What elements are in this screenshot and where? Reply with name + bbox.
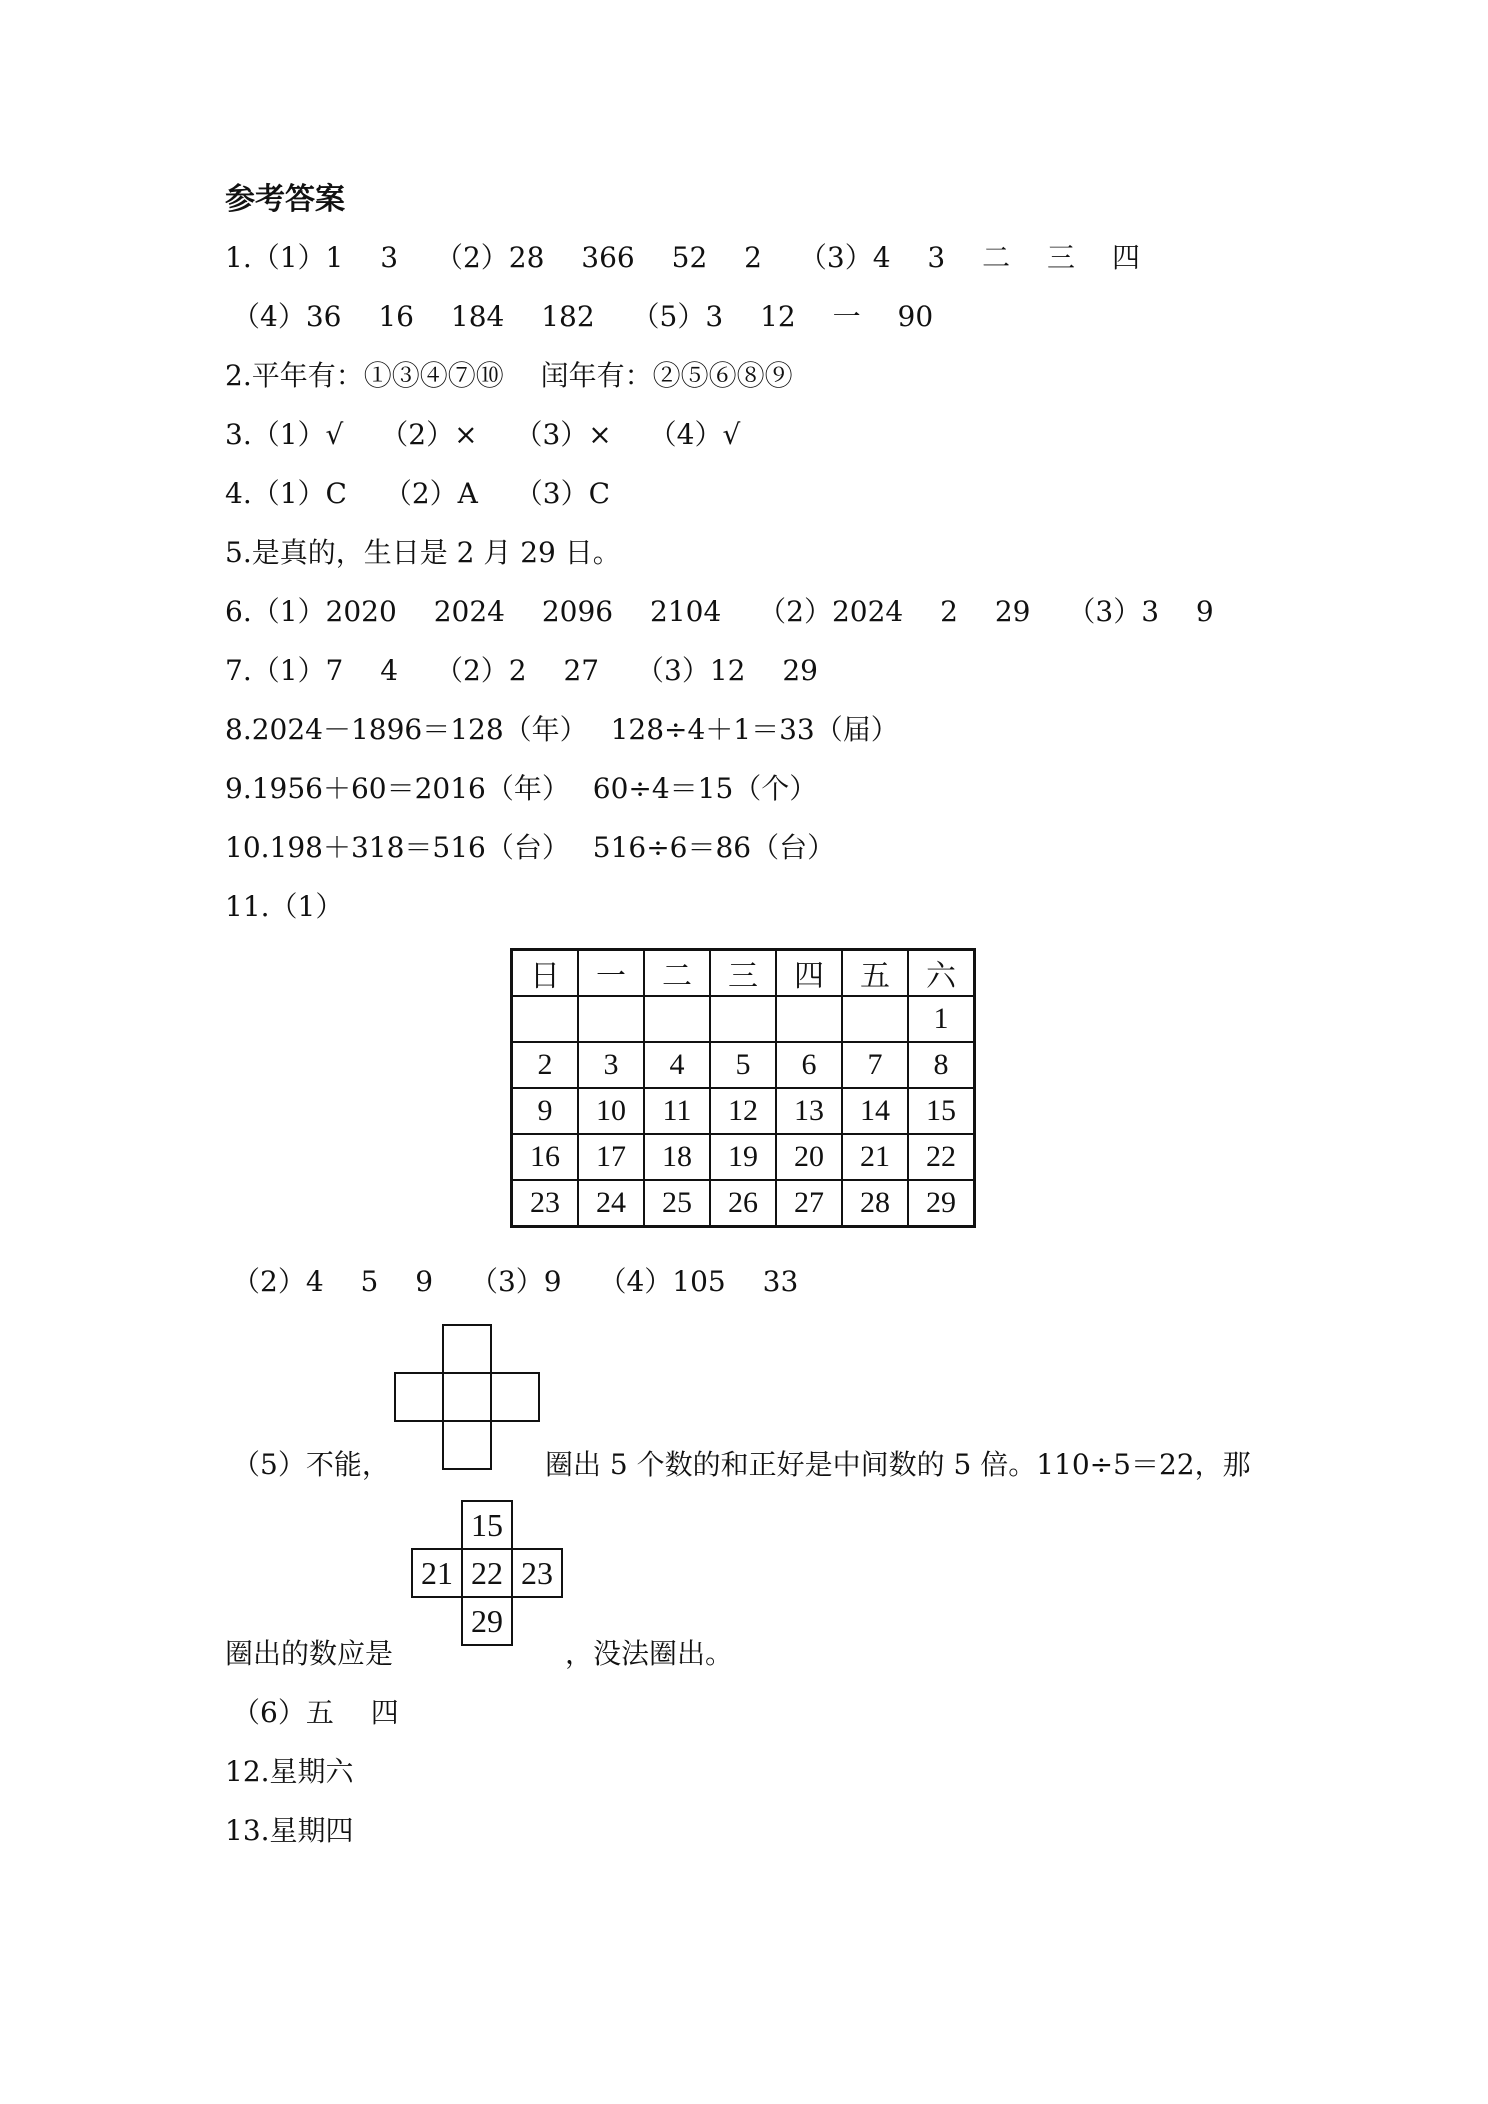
calendar-cell: 2 [512, 1042, 579, 1088]
calendar-header-row [512, 950, 975, 997]
calendar-cell: 29 [908, 1180, 975, 1227]
calendar-cell: 10 [578, 1088, 644, 1134]
calendar-cell: 25 [644, 1180, 710, 1227]
answer-8: 8.2024－1896＝128（年） 128÷4＋1＝33（届） [225, 713, 899, 746]
calendar-cell [578, 996, 644, 1042]
calendar-header: 三 [710, 950, 776, 997]
answer-1: 1.（1）1 3 （2）28 366 52 2 （3）4 3 二 三 四 [225, 241, 1140, 274]
calendar-cell: 7 [842, 1042, 908, 1088]
calendar-row [512, 996, 975, 1042]
calendar-cell: 4 [644, 1042, 710, 1088]
calendar-cell: 12 [710, 1088, 776, 1134]
calendar-cell [842, 996, 908, 1042]
calendar-cell: 1 [908, 996, 975, 1042]
calendar-header: 五 [842, 950, 908, 997]
calendar-row [512, 1134, 975, 1180]
calendar-cell: 14 [842, 1088, 908, 1134]
calendar-cell: 27 [776, 1180, 842, 1227]
calendar-header: 四 [776, 950, 842, 997]
cross-number-right: 23 [511, 1548, 563, 1598]
calendar-header: 六 [908, 950, 975, 997]
answer-11-1: 11.（1） [225, 890, 344, 923]
calendar-cell: 15 [908, 1088, 975, 1134]
calendar-cell: 6 [776, 1042, 842, 1088]
answer-9: 9.1956＋60＝2016（年） 60÷4＝15（个） [225, 772, 818, 805]
calendar-cell [644, 996, 710, 1042]
calendar-row [512, 1042, 975, 1088]
answer-5: 5.是真的，生日是 2 月 29 日。 [225, 536, 621, 569]
calendar-row [512, 1180, 975, 1227]
answer-2: 2.平年有：①③④⑦⑩ 闰年有：②⑤⑥⑧⑨ [225, 359, 793, 392]
calendar-table [510, 948, 976, 1228]
calendar-cell: 16 [512, 1134, 579, 1180]
calendar-header: 日 [512, 950, 579, 997]
calendar-row [512, 1088, 975, 1134]
calendar-cell [776, 996, 842, 1042]
cross-number-center: 22 [461, 1548, 513, 1598]
cross-number-top: 15 [461, 1500, 513, 1550]
calendar-cell [710, 996, 776, 1042]
answer-11-2: （2）4 5 9 （3）9 （4）105 33 [232, 1265, 799, 1298]
calendar-cell: 5 [710, 1042, 776, 1088]
answer-6: 6.（1）2020 2024 2096 2104 （2）2024 2 29 （3）3 9 [225, 595, 1214, 628]
cross-cell-left [394, 1372, 444, 1422]
calendar-cell: 11 [644, 1088, 710, 1134]
answer-4: 4.（1）C （2）A （3）C [225, 477, 611, 510]
calendar-cell: 18 [644, 1134, 710, 1180]
answer-7: 7.（1）7 4 （2）2 27 （3）12 29 [225, 654, 818, 687]
calendar-cell: 23 [512, 1180, 579, 1227]
calendar-cell: 8 [908, 1042, 975, 1088]
cross-number-bottom: 29 [461, 1596, 513, 1646]
cross-cell-center [442, 1372, 492, 1422]
answer-1-cont: （4）36 16 184 182 （5）3 12 一 90 [232, 300, 934, 333]
calendar-cell: 9 [512, 1088, 579, 1134]
calendar-cell: 24 [578, 1180, 644, 1227]
page-title: 参考答案 [225, 182, 345, 217]
cross-cell-bottom [442, 1420, 492, 1470]
calendar-cell: 17 [578, 1134, 644, 1180]
calendar-header: 一 [578, 950, 644, 997]
calendar-cell: 19 [710, 1134, 776, 1180]
calendar-cell: 21 [842, 1134, 908, 1180]
answer-11-5-should-be: 圈出的数应是 [225, 1637, 394, 1670]
calendar-cell: 3 [578, 1042, 644, 1088]
answer-3: 3.（1）√ （2）× （3）× （4）√ [225, 418, 741, 451]
calendar-cell: 13 [776, 1088, 842, 1134]
calendar-cell: 22 [908, 1134, 975, 1180]
answer-12: 12.星期六 [225, 1755, 354, 1788]
calendar-header: 二 [644, 950, 710, 997]
calendar-cell: 20 [776, 1134, 842, 1180]
answer-13: 13.星期四 [225, 1814, 354, 1847]
cross-number-left: 21 [411, 1548, 463, 1598]
cross-cell-top [442, 1324, 492, 1374]
answer-10: 10.198＋318＝516（台） 516÷6＝86（台） [225, 831, 836, 864]
answer-11-5-reason: 圈出 5 个数的和正好是中间数的 5 倍。110÷5＝22，那 [545, 1448, 1251, 1481]
answer-11-5-conclusion: ，没法圈出。 [565, 1637, 734, 1670]
calendar-cell: 28 [842, 1180, 908, 1227]
cross-cell-right [490, 1372, 540, 1422]
answer-11-5-start: （5）不能， [232, 1448, 390, 1481]
answer-11-6: （6）五 四 [232, 1696, 399, 1729]
calendar-cell [512, 996, 579, 1042]
calendar-cell: 26 [710, 1180, 776, 1227]
